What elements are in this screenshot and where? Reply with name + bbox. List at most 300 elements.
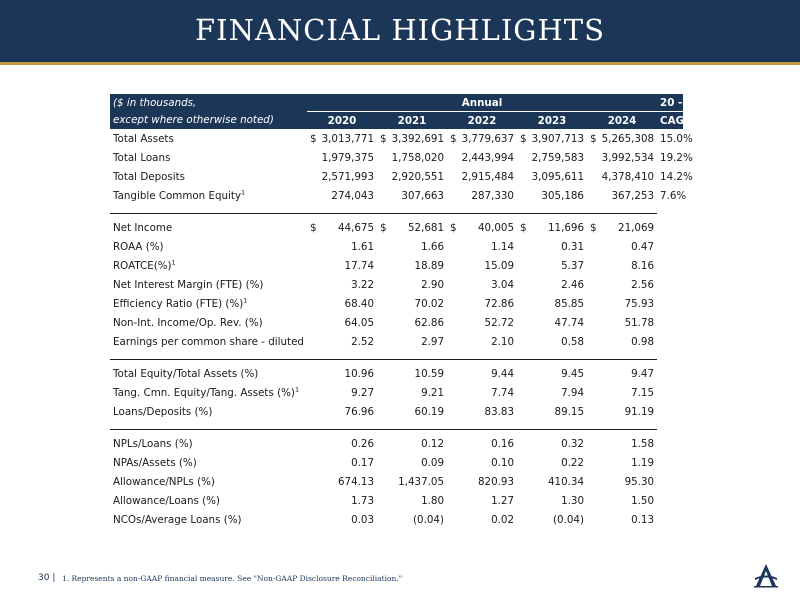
value-text: 52.72	[484, 316, 514, 329]
value-text: 2.90	[421, 278, 444, 291]
value-cell	[587, 256, 657, 275]
value-text: 47.74	[554, 316, 584, 329]
value-text: 91.19	[624, 405, 655, 418]
cagr-cell: 14.2%	[660, 170, 693, 183]
value-cell	[447, 167, 517, 186]
value-cell	[377, 332, 447, 351]
page-number: 30 |	[38, 573, 56, 583]
row-label-text: Non-Int. Income/Op. Rev. (%)	[113, 316, 263, 329]
value-cell	[447, 294, 517, 313]
value-text: 0.03	[351, 513, 374, 526]
row-label-text: NPLs/Loans (%)	[113, 437, 193, 450]
value-cell	[587, 332, 657, 351]
year-header: 2022	[447, 112, 517, 130]
value-text: 820.93	[477, 475, 514, 488]
value-text: 76.96	[344, 405, 374, 418]
table-row	[110, 510, 683, 529]
row-label	[110, 237, 307, 256]
row-label-text: Total Deposits	[113, 170, 186, 183]
value-text: 95.30	[624, 475, 655, 488]
value-text: 0.10	[491, 456, 514, 469]
value-cell	[307, 364, 377, 383]
value-cell	[377, 402, 447, 421]
value-cell	[517, 383, 587, 402]
value-cell	[517, 256, 587, 275]
table-row	[110, 129, 683, 148]
value-text: 3,095,611	[531, 170, 584, 183]
value-cell	[447, 186, 517, 205]
value-text: 2,920,551	[391, 170, 444, 183]
value-cell	[517, 275, 587, 294]
cagr-cell	[657, 383, 683, 402]
value-text: 85.85	[554, 297, 584, 310]
value-text: 0.26	[351, 437, 374, 450]
financial-highlights-table	[110, 94, 704, 529]
value-text: 52,681	[407, 221, 444, 234]
cagr-cell	[657, 472, 683, 491]
value-text: 1.30	[561, 494, 584, 507]
value-text: 1.50	[631, 494, 655, 507]
row-label	[110, 453, 307, 472]
page-title: FINANCIAL HIGHLIGHTS	[195, 13, 605, 47]
table-row	[110, 402, 683, 421]
value-cell	[307, 275, 377, 294]
value-cell	[517, 364, 587, 383]
value-cell	[447, 364, 517, 383]
value-cell	[447, 491, 517, 510]
value-text: 17.74	[344, 259, 374, 272]
value-text: 0.98	[631, 335, 655, 348]
value-cell	[517, 218, 587, 237]
value-cell	[377, 383, 447, 402]
accent-rule	[0, 62, 800, 65]
value-cell	[517, 332, 587, 351]
value-cell	[447, 275, 517, 294]
table-row	[110, 237, 683, 256]
value-text: 9.44	[491, 367, 514, 380]
row-label	[110, 434, 307, 453]
units-note: ($ in thousands,	[110, 94, 307, 112]
cagr-cell	[657, 313, 683, 332]
value-text: 674.13	[337, 475, 374, 488]
value-cell	[587, 294, 657, 313]
row-label	[110, 294, 307, 313]
value-text: 0.58	[561, 335, 584, 348]
cagr-cell	[657, 453, 683, 472]
value-text: 10.96	[344, 367, 374, 380]
value-cell	[307, 472, 377, 491]
table-row	[110, 364, 683, 383]
value-cell	[447, 510, 517, 529]
value-text: 70.02	[414, 297, 444, 310]
cagr-cell	[657, 218, 683, 237]
row-label	[110, 218, 307, 237]
value-cell	[377, 237, 447, 256]
cagr-cell: 15.0%	[660, 132, 693, 145]
dollar-sign: $	[590, 132, 597, 145]
table-row	[110, 294, 683, 313]
value-text: 1.61	[351, 240, 374, 253]
row-label-text: Total Equity/Total Assets (%)	[113, 367, 259, 380]
value-text: 44,675	[337, 221, 374, 234]
footnote-marker: 1	[294, 385, 300, 394]
value-cell	[307, 491, 377, 510]
value-text: 0.31	[561, 240, 584, 253]
value-cell	[517, 167, 587, 186]
value-cell	[447, 256, 517, 275]
value-text: 1,758,020	[391, 151, 444, 164]
value-cell	[307, 129, 377, 148]
table-row	[110, 313, 683, 332]
row-label	[110, 129, 307, 148]
footnote-marker: 1	[243, 296, 248, 305]
row-label-text: Tang. Cmn. Equity/Tang. Assets (%)	[113, 386, 295, 399]
value-cell	[307, 148, 377, 167]
row-label-text: Loans/Deposits (%)	[113, 405, 213, 418]
value-cell	[517, 491, 587, 510]
value-cell	[447, 472, 517, 491]
value-cell	[377, 510, 447, 529]
value-cell	[587, 129, 657, 148]
annual-group-header: Annual	[307, 94, 657, 112]
value-text: 8.16	[631, 259, 655, 272]
row-label-text: Total Loans	[113, 151, 171, 164]
value-text: 5,265,308	[601, 132, 655, 145]
value-text: 51.78	[624, 316, 655, 329]
value-text: 9.27	[351, 386, 374, 399]
value-text: 2,443,994	[461, 151, 514, 164]
row-label-text: Tangible Common Equity	[113, 189, 242, 202]
dollar-sign: $	[450, 132, 457, 145]
value-cell	[587, 434, 657, 453]
dollar-sign: $	[450, 221, 457, 234]
value-text: 21,069	[618, 221, 655, 234]
header-row-groups	[110, 94, 683, 112]
value-text: 0.22	[561, 456, 584, 469]
value-cell	[307, 186, 377, 205]
row-label	[110, 186, 307, 205]
row-label-text: Net Income	[113, 221, 173, 234]
company-logo	[752, 562, 780, 588]
value-cell	[307, 402, 377, 421]
table-row	[110, 491, 683, 510]
cagr-cell	[657, 402, 683, 421]
value-cell	[307, 434, 377, 453]
value-cell	[377, 434, 447, 453]
value-cell	[517, 453, 587, 472]
value-cell	[447, 402, 517, 421]
value-text: 307,663	[401, 189, 444, 202]
footnote-marker: 1	[171, 258, 176, 267]
value-cell	[377, 256, 447, 275]
table-row	[110, 434, 683, 453]
footnote-marker: 1	[241, 188, 246, 197]
table-row	[110, 275, 683, 294]
dollar-sign: $	[520, 221, 527, 234]
value-cell	[587, 472, 657, 491]
value-cell	[377, 186, 447, 205]
value-text: 367,253	[611, 189, 655, 202]
value-text: 0.09	[421, 456, 444, 469]
year-header: 2020	[307, 112, 377, 130]
value-text: 0.47	[631, 240, 655, 253]
value-cell	[377, 472, 447, 491]
table-row	[110, 167, 683, 186]
value-cell	[587, 167, 657, 186]
value-text: 1.58	[631, 437, 655, 450]
row-label	[110, 402, 307, 421]
value-text: 9.21	[421, 386, 444, 399]
value-cell	[377, 148, 447, 167]
cagr-range-header: 20 - '24	[657, 94, 683, 112]
value-cell	[377, 491, 447, 510]
value-text: 75.93	[624, 297, 655, 310]
value-text: 18.89	[414, 259, 444, 272]
value-text: 1,979,375	[321, 151, 374, 164]
value-cell	[377, 453, 447, 472]
table-row	[110, 148, 683, 167]
table-row	[110, 186, 683, 205]
value-text: 62.86	[414, 316, 444, 329]
value-text: 15.09	[484, 259, 514, 272]
value-cell	[377, 364, 447, 383]
row-label-text: NPAs/Assets (%)	[113, 456, 197, 469]
value-cell	[377, 218, 447, 237]
value-text: 10.59	[414, 367, 444, 380]
value-cell	[587, 237, 657, 256]
value-text: 410.34	[547, 475, 584, 488]
dollar-sign: $	[310, 132, 317, 145]
value-text: 40,005	[477, 221, 514, 234]
dollar-sign: $	[380, 132, 387, 145]
value-cell	[587, 275, 657, 294]
row-label	[110, 275, 307, 294]
row-label	[110, 472, 307, 491]
value-text: 2.52	[351, 335, 374, 348]
cagr-cell	[657, 294, 683, 313]
value-cell	[517, 510, 587, 529]
value-text: 1.19	[631, 456, 655, 469]
section-divider	[110, 421, 683, 430]
row-label	[110, 510, 307, 529]
value-text: 7.74	[491, 386, 514, 399]
value-cell	[307, 510, 377, 529]
row-label-text: NCOs/Average Loans (%)	[113, 513, 242, 526]
dollar-sign: $	[310, 221, 317, 234]
value-text: 305,186	[541, 189, 584, 202]
value-cell	[307, 218, 377, 237]
cagr-cell	[657, 332, 683, 351]
value-text: 9.45	[561, 367, 584, 380]
value-text: 7.94	[561, 386, 584, 399]
value-text: 1.66	[421, 240, 444, 253]
value-cell	[377, 294, 447, 313]
value-text: 72.86	[484, 297, 514, 310]
row-label	[110, 148, 307, 167]
value-cell	[517, 313, 587, 332]
value-text: 0.12	[421, 437, 444, 450]
value-cell	[307, 256, 377, 275]
value-text: 7.15	[631, 386, 655, 399]
value-cell	[447, 129, 517, 148]
value-text: 1.14	[491, 240, 514, 253]
value-text: 1.80	[421, 494, 444, 507]
year-header: 2023	[517, 112, 587, 130]
value-text: 0.17	[351, 456, 374, 469]
value-cell	[587, 510, 657, 529]
row-label	[110, 256, 307, 275]
value-text: 64.05	[344, 316, 374, 329]
value-cell	[517, 434, 587, 453]
value-cell	[307, 237, 377, 256]
value-cell	[307, 294, 377, 313]
value-text: 287,330	[471, 189, 514, 202]
section-divider	[110, 351, 683, 360]
value-text: (0.04)	[413, 513, 444, 526]
cagr-cell	[657, 256, 683, 275]
value-cell	[517, 294, 587, 313]
dollar-sign: $	[590, 221, 597, 234]
row-label	[110, 364, 307, 383]
value-cell	[447, 453, 517, 472]
year-header: 2021	[377, 112, 447, 130]
row-label	[110, 491, 307, 510]
row-label-text: Net Interest Margin (FTE) (%)	[113, 278, 264, 291]
section-divider	[110, 205, 683, 214]
value-cell	[587, 364, 657, 383]
value-text: 2.46	[561, 278, 584, 291]
value-cell	[587, 313, 657, 332]
units-note-cont: except where otherwise noted)	[110, 112, 307, 130]
value-text: 4,378,410	[601, 170, 655, 183]
value-text: 2.56	[631, 278, 655, 291]
value-text: 3.04	[491, 278, 514, 291]
row-label-text: Earnings per common share - diluted	[113, 335, 304, 348]
value-text: 0.16	[491, 437, 514, 450]
value-text: 60.19	[414, 405, 444, 418]
value-text: 3,907,713	[531, 132, 584, 145]
value-text: 0.32	[561, 437, 584, 450]
cagr-cell	[657, 275, 683, 294]
cagr-cell	[657, 491, 683, 510]
value-cell	[587, 148, 657, 167]
value-cell	[587, 383, 657, 402]
cagr-cell	[657, 510, 683, 529]
value-text: 3,392,691	[391, 132, 444, 145]
year-header: 2024	[587, 112, 657, 130]
row-label	[110, 167, 307, 186]
value-text: (0.04)	[553, 513, 584, 526]
value-text: 3,779,637	[461, 132, 514, 145]
header-row-years	[110, 112, 683, 130]
value-cell	[447, 218, 517, 237]
value-cell	[447, 332, 517, 351]
value-cell	[587, 402, 657, 421]
table-row	[110, 218, 683, 237]
value-cell	[517, 129, 587, 148]
value-text: 274,043	[331, 189, 374, 202]
cagr-cell	[657, 364, 683, 383]
cagr-header: CAGR	[657, 112, 683, 130]
value-text: 9.47	[631, 367, 655, 380]
value-cell	[587, 491, 657, 510]
value-cell	[517, 472, 587, 491]
footnote: 1. Represents a non-GAAP financial measure. See "Non-GAAP Disclosure Reconciliation."	[62, 574, 403, 583]
cagr-cell: 7.6%	[660, 189, 687, 202]
value-text: 5.37	[561, 259, 584, 272]
value-text: 2.10	[491, 335, 514, 348]
dollar-sign: $	[520, 132, 527, 145]
value-cell	[307, 332, 377, 351]
value-cell	[447, 313, 517, 332]
value-text: 2,915,484	[461, 170, 514, 183]
dollar-sign: $	[380, 221, 387, 234]
value-text: 1.27	[491, 494, 514, 507]
cagr-cell: 19.2%	[660, 151, 693, 164]
value-cell	[447, 434, 517, 453]
table-row	[110, 383, 683, 402]
row-label-text: Efficiency Ratio (FTE) (%)	[113, 297, 244, 310]
value-cell	[377, 167, 447, 186]
title-banner	[0, 0, 800, 62]
value-text: 11,696	[547, 221, 584, 234]
value-cell	[307, 453, 377, 472]
value-text: 89.15	[554, 405, 584, 418]
value-cell	[587, 186, 657, 205]
row-label-text: Total Assets	[113, 132, 174, 145]
value-cell	[377, 313, 447, 332]
table-row	[110, 332, 683, 351]
value-text: 3,992,534	[601, 151, 655, 164]
value-text: 0.13	[631, 513, 655, 526]
value-cell	[587, 453, 657, 472]
table-row	[110, 472, 683, 491]
value-cell	[377, 275, 447, 294]
value-text: 83.83	[484, 405, 514, 418]
value-text: 2,759,583	[531, 151, 584, 164]
row-label-text: Allowance/NPLs (%)	[113, 475, 215, 488]
value-cell	[307, 313, 377, 332]
row-label-text: ROAA (%)	[113, 240, 164, 253]
value-text: 0.02	[491, 513, 514, 526]
value-text: 3.22	[351, 278, 374, 291]
row-label	[110, 332, 307, 351]
cagr-cell	[657, 434, 683, 453]
row-label	[110, 313, 307, 332]
row-label-text: ROATCE(%)	[113, 259, 172, 272]
value-text: 2.97	[421, 335, 444, 348]
value-cell	[517, 237, 587, 256]
value-cell	[447, 383, 517, 402]
value-text: 1,437.05	[398, 475, 444, 488]
table-row	[110, 256, 683, 275]
row-label-text: Allowance/Loans (%)	[113, 494, 220, 507]
value-text: 1.73	[351, 494, 374, 507]
value-text: 68.40	[344, 297, 374, 310]
value-cell	[377, 129, 447, 148]
value-cell	[447, 148, 517, 167]
value-cell	[517, 186, 587, 205]
value-cell	[447, 237, 517, 256]
cagr-cell	[657, 237, 683, 256]
value-text: 3,013,771	[321, 132, 374, 145]
value-cell	[307, 167, 377, 186]
value-cell	[307, 383, 377, 402]
value-cell	[517, 402, 587, 421]
value-text: 2,571,993	[321, 170, 374, 183]
value-cell	[517, 148, 587, 167]
table-row	[110, 453, 683, 472]
